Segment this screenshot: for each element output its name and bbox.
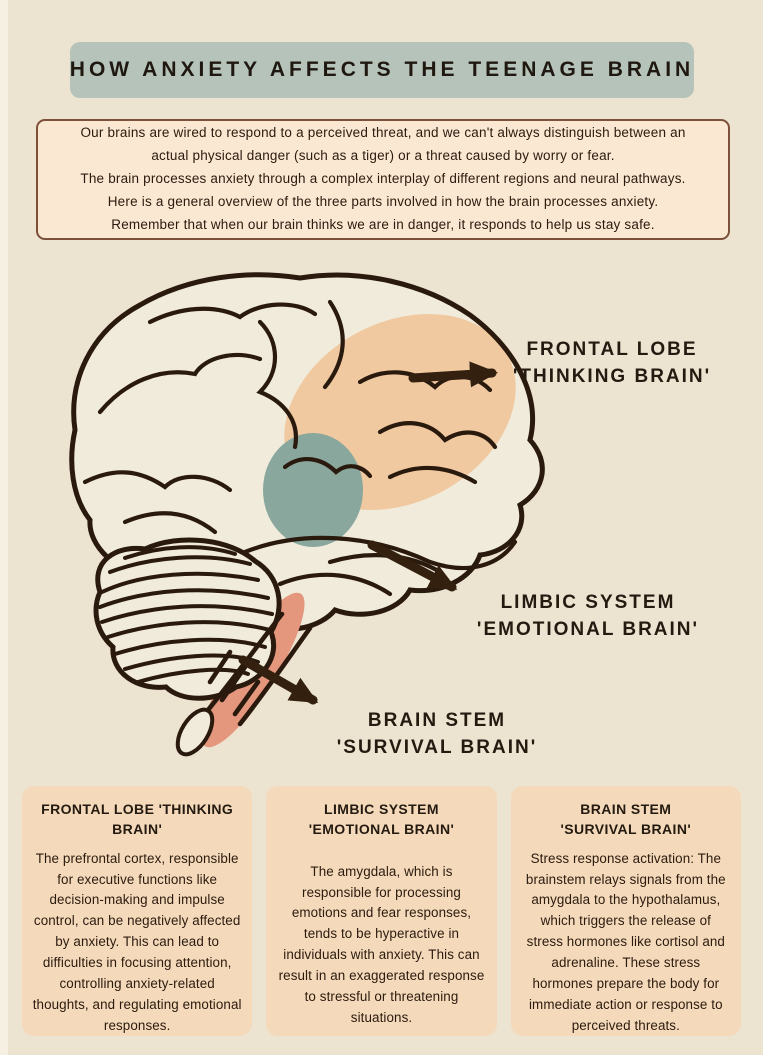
card-limbic-system xyxy=(266,786,496,1036)
card-title-line: FRONTAL LOBE 'THINKING xyxy=(41,801,234,817)
limbic-system-highlight xyxy=(263,433,363,547)
card-title-line: 'SURVIVAL BRAIN' xyxy=(560,821,692,838)
brain-stem-label-line1: BRAIN STEM xyxy=(367,710,507,731)
card-body: The prefrontal cortex, responsible for executive functions like decision-making and impulse control, can be negatively affected by anxiety. This can lead to difficulties in focusing attention, controlling anxiety-related thoughts, and regulating emotional responses. xyxy=(32,850,242,1033)
page-left-margin xyxy=(0,0,8,1055)
card-brain-stem xyxy=(511,786,741,1036)
limbic-system-label-line2: 'EMOTIONAL BRAIN' xyxy=(476,618,700,640)
intro-text-box xyxy=(36,119,730,240)
title-banner xyxy=(70,42,694,98)
card-frontal-lobe xyxy=(22,786,252,1036)
limbic-system-label-line1: LIMBIC SYSTEM xyxy=(500,592,676,613)
card-body: Stress response activation: The brainstem relays signals from the amygdala to the hypothalamus, which triggers the release of stress hormones like cortisol and adrenaline. These stress hormones prepare the body for immediate action or response to perceived threats. xyxy=(525,850,726,1033)
brain-stem-label xyxy=(297,708,577,761)
page-title: HOW ANXIETY AFFECTS THE TEENAGE BRAIN xyxy=(69,58,695,81)
frontal-lobe-label xyxy=(487,337,737,390)
card-title-line: BRAIN' xyxy=(112,821,163,838)
card-title xyxy=(32,799,242,840)
card-title-line: LIMBIC SYSTEM xyxy=(324,801,439,817)
limbic-system-label xyxy=(448,590,728,643)
card-title xyxy=(521,799,731,840)
brain-stem-label-line2: 'SURVIVAL BRAIN' xyxy=(336,736,538,758)
intro-line: The brain processes anxiety through a complex interplay of different regions and neural pathways. xyxy=(80,171,686,187)
frontal-lobe-label-line2: 'THINKING BRAIN' xyxy=(512,365,712,387)
card-title xyxy=(276,799,486,840)
intro-line: Here is a general overview of the three parts involved in how the brain processes anxiety. xyxy=(107,193,659,209)
card-title-line: 'EMOTIONAL BRAIN' xyxy=(308,821,455,838)
intro-line: Remember that when our brain thinks we are in danger, it responds to help us stay safe. xyxy=(111,216,655,232)
card-body: The amygdala, which is responsible for processing emotions and fear responses, tends to be hyperactive in individuals with anxiety. This can result in an exaggerated response to stressful or threatening situations. xyxy=(278,863,485,1025)
frontal-arrow xyxy=(413,373,492,378)
intro-line: actual physical danger (such as a tiger) or a threat caused by worry or fear. xyxy=(151,148,615,164)
info-cards-row xyxy=(22,786,741,1036)
card-title-line: BRAIN STEM xyxy=(580,801,672,817)
intro-line: Our brains are wired to respond to a perceived threat, and we can't always distinguish between an xyxy=(80,125,686,141)
frontal-lobe-label-line1: FRONTAL LOBE xyxy=(526,339,698,360)
